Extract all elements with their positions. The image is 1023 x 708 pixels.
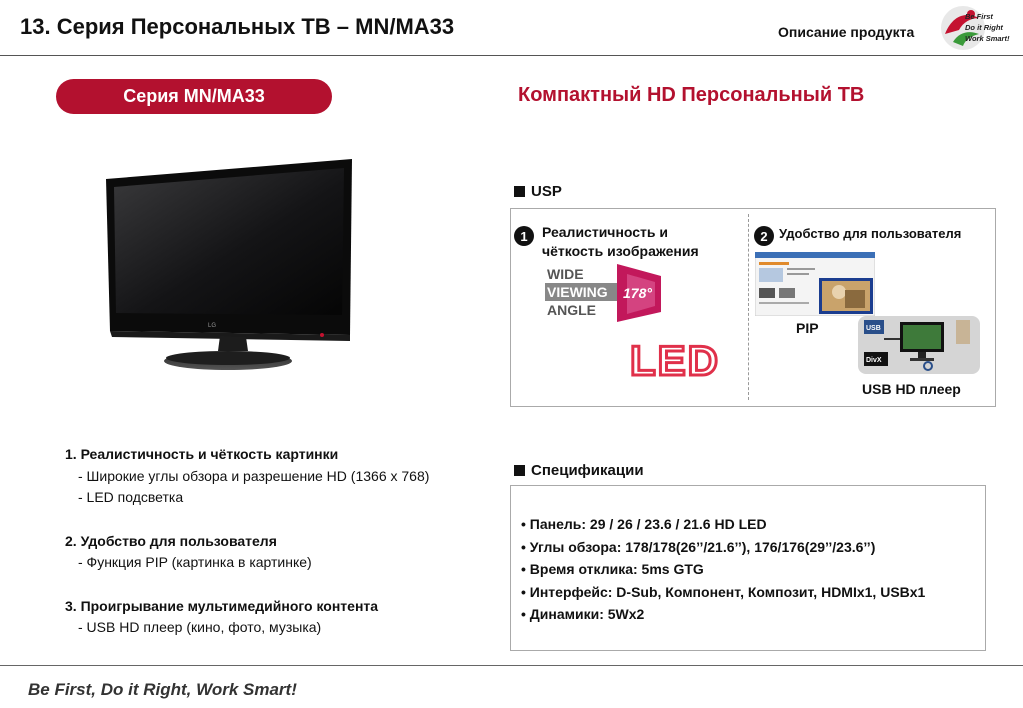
feature-1-item-2: - LED подсветка: [78, 489, 184, 505]
logo-line-2: Do it Right: [965, 23, 1003, 32]
wva-line-1: WIDE: [547, 266, 584, 282]
feature-2-item-1: - Функция PIP (картинка в картинке): [78, 554, 312, 570]
section-label: Описание продукта: [778, 24, 915, 40]
features-list: [65, 444, 485, 639]
tv-monitor-image: [100, 155, 360, 380]
feature-1-heading: 1. Реалистичность и чёткость картинки: [65, 446, 339, 462]
product-heading: Компактный HD Персональный ТВ: [518, 84, 865, 106]
wva-angle: 178°: [623, 285, 652, 301]
footer-divider: [0, 665, 1023, 666]
feature-2-heading: 2. Удобство для пользователя: [65, 532, 277, 549]
square-bullet-icon: [514, 186, 525, 197]
specs-heading: [514, 462, 644, 479]
spec-item-response-time: • Время отклика: 5ms GTG: [521, 561, 704, 577]
wide-viewing-angle-badge: [543, 262, 663, 324]
header-divider: [0, 55, 1023, 56]
divx-tag: DivX: [866, 357, 882, 364]
usp-divider: [748, 214, 749, 400]
wva-line-2: VIEWING: [547, 284, 608, 300]
usp-item-2-text: Удобство для пользователя: [779, 226, 962, 241]
specs-list: [521, 513, 925, 626]
usp-number-2: 2: [754, 226, 774, 246]
usp-heading: [514, 183, 562, 200]
usb-tag: USB: [866, 325, 881, 332]
square-bullet-icon: [514, 465, 525, 476]
specs-heading-text: Спецификации: [531, 462, 644, 479]
page-title: 13. Серия Персональных ТВ – MN/MA33: [20, 14, 455, 39]
usb-player-image: [858, 314, 980, 376]
usp-number-1: 1: [514, 226, 534, 246]
spec-item-viewing-angle: • Углы обзора: 178/178(26’’/21.6’’), 176/176(29’’/23.6’’): [521, 538, 876, 555]
feature-1-item-1: - Широкие углы обзора и разрешение HD (1366 x 768): [78, 467, 430, 484]
usp-item-1-text: Реалистичность и чёткость изображения: [542, 224, 699, 259]
spec-item-panel: • Панель: 29 / 26 / 23.6 / 21.6 HD LED: [521, 516, 767, 532]
series-badge: Серия MN/MA33: [56, 79, 332, 114]
spec-item-interface: • Интерфейс: D-Sub, Компонент, Композит, HDMIx1, USBx1: [521, 583, 926, 600]
logo-line-3: Work Smart!: [965, 34, 1010, 43]
usp-heading-text: USP: [531, 183, 562, 200]
logo-line-1: Be First: [965, 12, 993, 21]
be-first-logo: [935, 4, 1021, 52]
footer-slogan: Be First, Do it Right, Work Smart!: [28, 680, 297, 699]
tv-brand-mark: LG: [208, 323, 217, 329]
pip-screenshot-image: [755, 252, 875, 316]
usb-player-label: USB HD плеер: [862, 381, 961, 397]
led-logo: [628, 337, 724, 381]
wva-line-3: ANGLE: [547, 302, 596, 318]
pip-label: PIP: [796, 320, 819, 336]
led-logo-text: LED: [630, 337, 720, 381]
feature-3-item-1: - USB HD плеер (кино, фото, музыка): [78, 619, 322, 635]
spec-item-speakers: • Динамики: 5Wx2: [521, 606, 645, 622]
feature-3-heading: 3. Проигрывание мультимедийного контента: [65, 597, 379, 614]
